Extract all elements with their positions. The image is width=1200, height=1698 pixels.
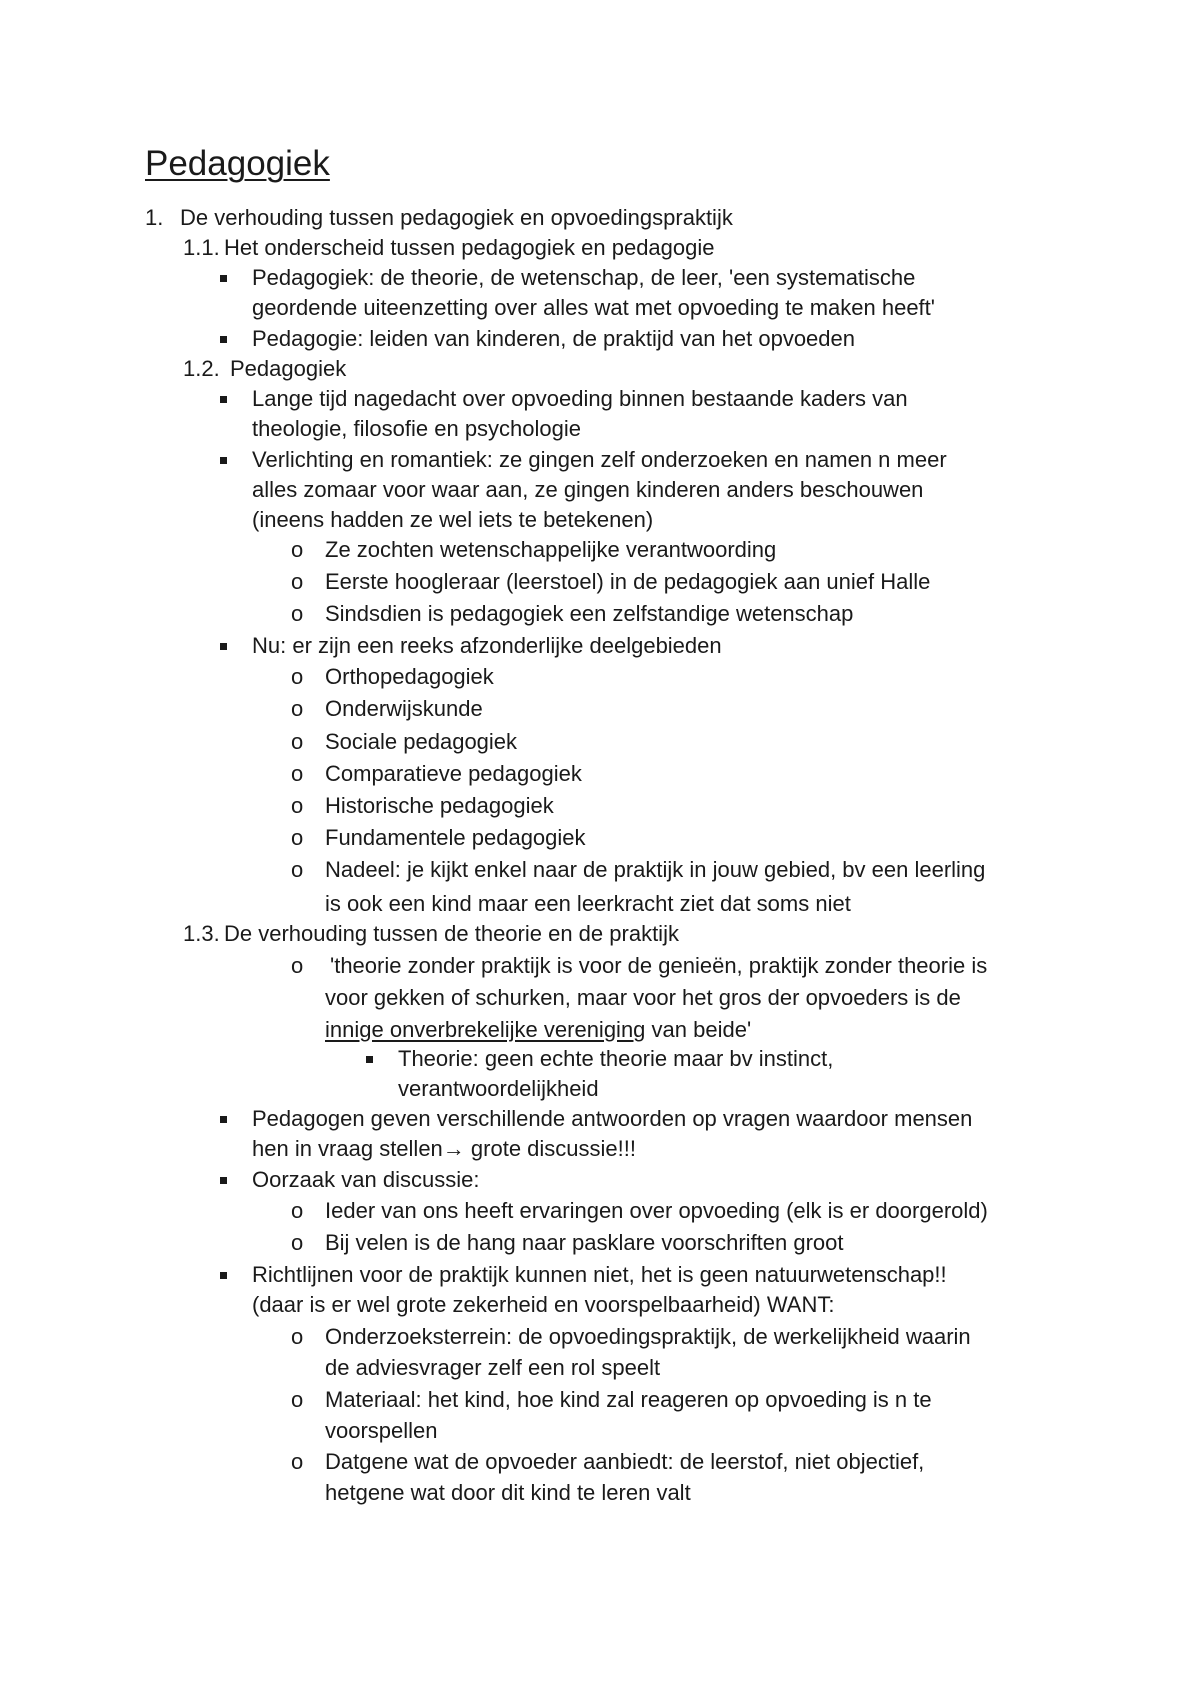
list-item-continuation: theologie, filosofie en psychologie — [252, 416, 582, 441]
list-item: Historische pedagogiek — [325, 793, 554, 818]
bullet-square-icon — [220, 336, 227, 343]
list-item-continuation: (daar is er wel grote zekerheid en voorspelbaarheid) WANT: — [252, 1292, 835, 1317]
list-item: Ze zochten wetenschappelijke verantwoording — [325, 537, 777, 562]
bullet-circle-icon: o — [291, 569, 304, 594]
list-item: Pedagogie: leiden van kinderen, de praktijd van het opvoeden — [252, 326, 856, 351]
bullet-circle-icon: o — [291, 1449, 304, 1474]
list-item-continuation: alles zomaar voor waar aan, ze gingen kinderen anders beschouwen — [252, 477, 924, 502]
list-item-continuation: geordende uiteenzetting over alles wat met opvoeding te maken heeft' — [252, 295, 935, 320]
list-item: Lange tijd nagedacht over opvoeding binnen bestaande kaders van — [252, 386, 908, 411]
list-item: Bij velen is de hang naar pasklare voorschriften groot — [325, 1230, 844, 1255]
list-item: Materiaal: het kind, hoe kind zal reageren op opvoeding is n te — [325, 1387, 932, 1412]
list-item: Theorie: geen echte theorie maar bv instinct, — [398, 1046, 834, 1071]
list-item: Pedagogiek: de theorie, de wetenschap, de leer, 'een systematische — [252, 265, 916, 290]
list-item: Pedagogen geven verschillende antwoorden op vragen waardoor mensen — [252, 1106, 973, 1131]
list-number-1-2: 1.2. — [183, 356, 220, 381]
bullet-square-icon — [220, 396, 227, 403]
list-item-continuation: verantwoordelijkheid — [398, 1076, 599, 1101]
list-item: Datgene wat de opvoeder aanbiedt: de leerstof, niet objectief, — [325, 1449, 925, 1474]
arrow-lead-text: hen in vraag stellen — [252, 1136, 443, 1161]
list-number-1: 1. — [145, 205, 164, 230]
list-item: Sociale pedagogiek — [325, 729, 518, 754]
bullet-circle-icon: o — [291, 696, 304, 721]
list-item: Ieder van ons heeft ervaringen over opvoeding (elk is er doorgerold) — [325, 1198, 988, 1223]
bullet-circle-icon: o — [291, 729, 304, 754]
quote-line — [325, 1015, 751, 1045]
bullet-circle-icon: o — [291, 1387, 304, 1412]
list-item: Comparatieve pedagogiek — [325, 761, 582, 786]
heading-1-3: De verhouding tussen de theorie en de praktijk — [224, 921, 679, 946]
list-item: Orthopedagogiek — [325, 664, 494, 689]
bullet-circle-icon: o — [291, 1198, 304, 1223]
list-item: Nu: er zijn een reeks afzonderlijke deelgebieden — [252, 633, 722, 658]
list-item-continuation: hetgene wat door dit kind te leren valt — [325, 1480, 691, 1505]
list-item-continuation: is ook een kind maar een leerkracht ziet dat soms niet — [325, 891, 851, 916]
bullet-circle-icon: o — [291, 825, 304, 850]
list-item: Sindsdien is pedagogiek een zelfstandige wetenschap — [325, 601, 854, 626]
quote-end: van beide' — [645, 1017, 752, 1042]
bullet-circle-icon: o — [291, 1324, 304, 1349]
underlined-phrase: innige onverbrekelijke vereniging — [325, 1017, 646, 1042]
list-item: Onderwijskunde — [325, 696, 483, 721]
bullet-circle-icon: o — [291, 664, 304, 689]
bullet-circle-icon: o — [291, 857, 304, 882]
page-title: Pedagogiek — [145, 144, 330, 183]
list-number-1-1: 1.1. — [183, 235, 220, 260]
bullet-square-icon — [220, 1116, 227, 1123]
bullet-circle-icon: o — [291, 761, 304, 786]
list-item: Fundamentele pedagogiek — [325, 825, 586, 850]
quote-line: 'theorie zonder praktijk is voor de genieën, praktijk zonder theorie is — [330, 953, 988, 978]
list-item: Oorzaak van discussie: — [252, 1167, 480, 1192]
list-item: Verlichting en romantiek: ze gingen zelf onderzoeken en namen n meer — [252, 447, 947, 472]
bullet-circle-icon: o — [291, 601, 304, 626]
bullet-square-icon — [366, 1056, 373, 1063]
list-item: Richtlijnen voor de praktijk kunnen niet, het is geen natuurwetenschap!! — [252, 1262, 947, 1287]
heading-1: De verhouding tussen pedagogiek en opvoedingspraktijk — [180, 205, 733, 230]
quote-line: voor gekken of schurken, maar voor het gros der opvoeders is de — [325, 985, 961, 1010]
bullet-circle-icon: o — [291, 793, 304, 818]
bullet-circle-icon: o — [291, 1230, 304, 1255]
list-number-1-3: 1.3. — [183, 921, 220, 946]
list-item-continuation: de adviesvrager zelf een rol speelt — [325, 1355, 661, 1380]
arrow-right-icon: → — [442, 1136, 465, 1161]
bullet-square-icon — [220, 1272, 227, 1279]
bullet-circle-icon: o — [291, 953, 304, 978]
list-item: Onderzoeksterrein: de opvoedingspraktijk, de werkelijkheid waarin — [325, 1324, 971, 1349]
list-item: Eerste hoogleraar (leerstoel) in de pedagogiek aan unief Halle — [325, 569, 931, 594]
heading-1-1: Het onderscheid tussen pedagogiek en pedagogie — [224, 235, 715, 260]
list-item-continuation — [252, 1134, 636, 1164]
bullet-square-icon — [220, 457, 227, 464]
list-item-continuation: voorspellen — [325, 1418, 438, 1443]
bullet-circle-icon: o — [291, 537, 304, 562]
bullet-square-icon — [220, 275, 227, 282]
arrow-trail-text: grote discussie!!! — [464, 1136, 636, 1161]
bullet-square-icon — [220, 643, 227, 650]
list-item: Nadeel: je kijkt enkel naar de praktijk in jouw gebied, bv een leerling — [325, 857, 986, 882]
bullet-square-icon — [220, 1177, 227, 1184]
list-item-continuation: (ineens hadden ze wel iets te betekenen) — [252, 507, 654, 532]
heading-1-2: Pedagogiek — [230, 356, 347, 381]
